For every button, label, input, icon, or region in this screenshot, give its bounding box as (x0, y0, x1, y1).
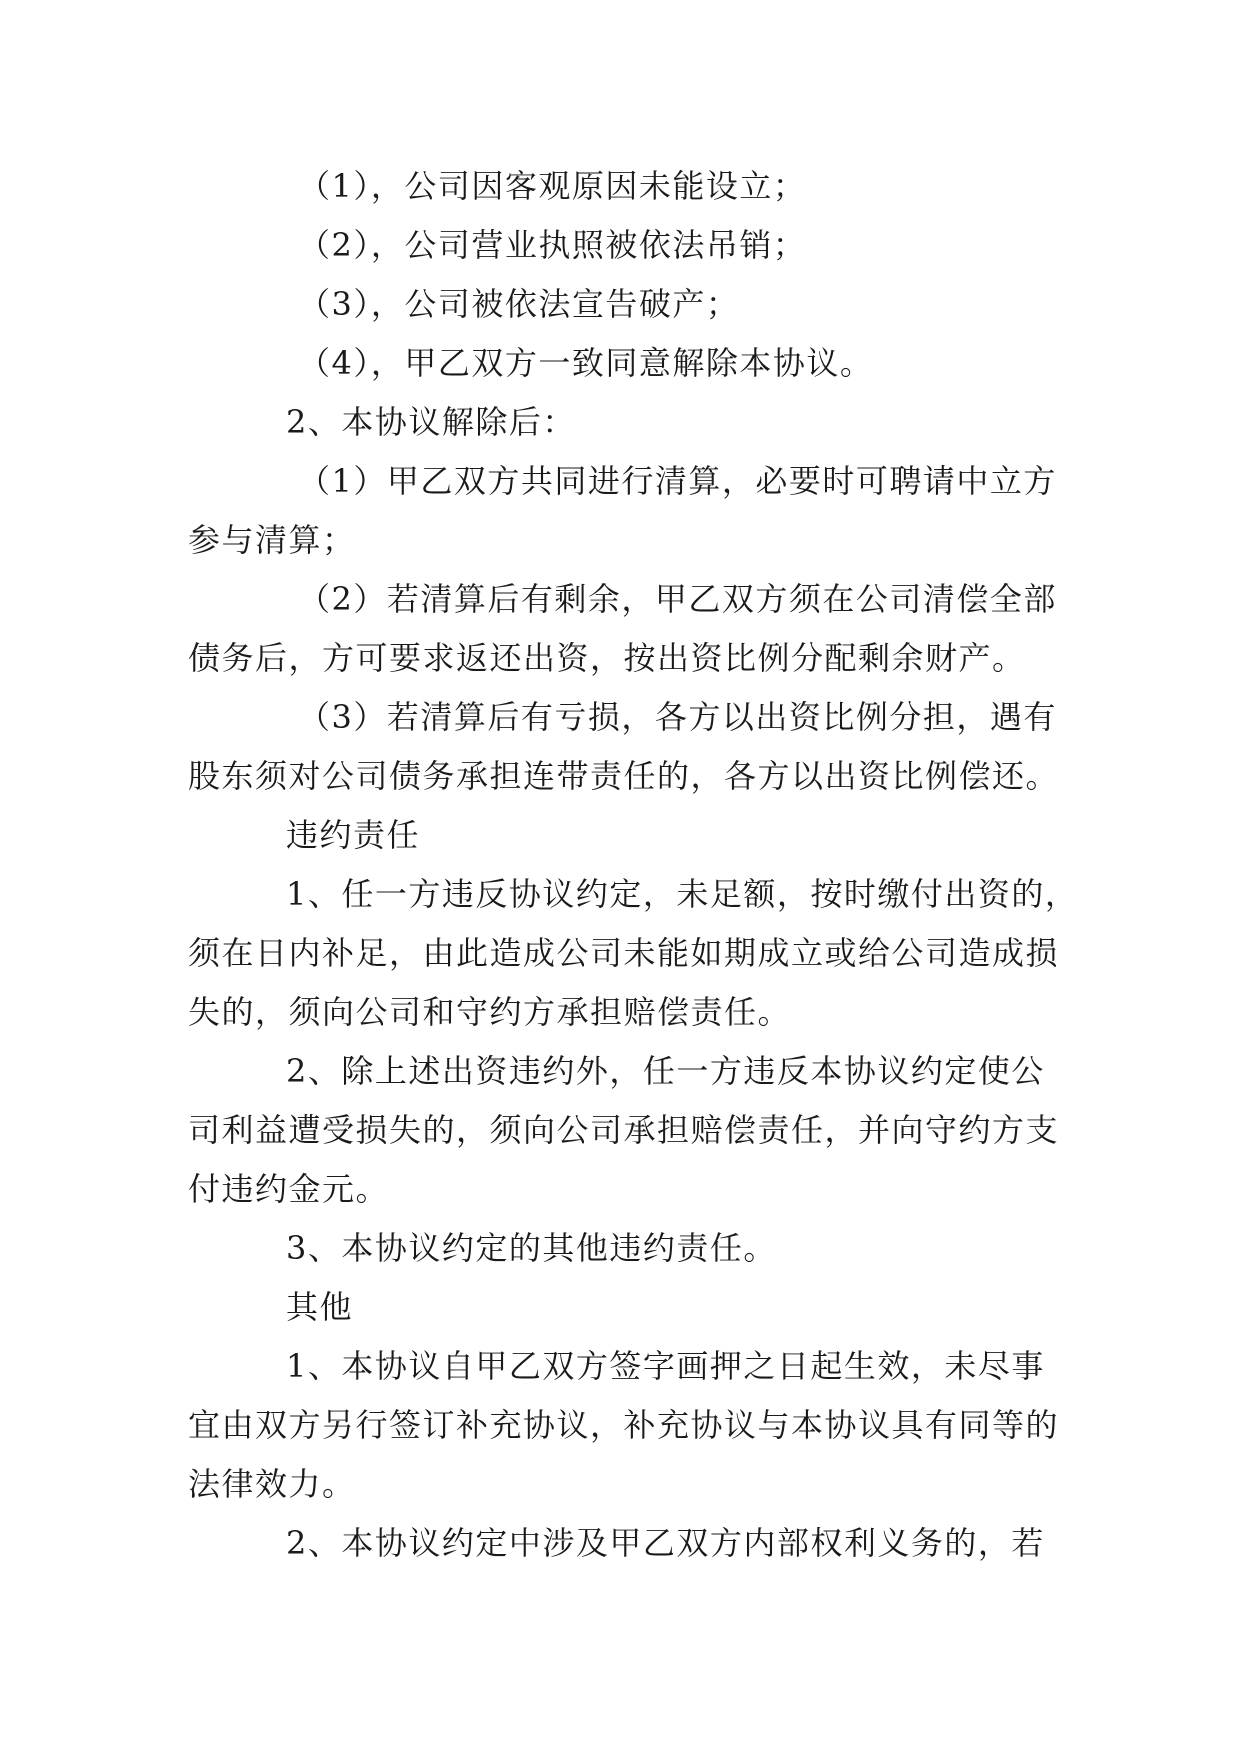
text-line: （1）甲乙双方共同进行清算，必要时可聘请中立方 (298, 462, 1057, 500)
text-line: 参与清算； (188, 521, 356, 559)
text-line: （3），公司被依法宣告破产； (298, 285, 740, 323)
text-line: 债务后，方可要求返还出资，按出资比例分配剩余财产。 (188, 639, 1026, 677)
text-line: 付违约金元。 (188, 1170, 390, 1208)
text-line: （1），公司因客观原因未能设立； (298, 167, 807, 205)
text-line: （4），甲乙双方一致同意解除本协议。 (298, 344, 874, 382)
text-line: （2），公司营业执照被依法吊销； (298, 226, 807, 264)
text-line: 失的，须向公司和守约方承担赔偿责任。 (188, 993, 792, 1031)
text-line: 法律效力。 (188, 1465, 356, 1503)
section-heading: 其他 (286, 1288, 354, 1326)
text-line: 1、本协议自甲乙双方签字画押之日起生效，未尽事 (286, 1347, 1045, 1385)
text-line: 须在日内补足，由此造成公司未能如期成立或给公司造成损 (188, 934, 1060, 972)
text-line: 2、除上述出资违约外，任一方违反本协议约定使公 (286, 1052, 1045, 1090)
text-line: 宜由双方另行签订补充协议，补充协议与本协议具有同等的 (188, 1406, 1060, 1444)
text-line: 3、本协议约定的其他违约责任。 (286, 1229, 777, 1267)
section-heading: 违约责任 (286, 816, 421, 854)
text-line: （3）若清算后有亏损，各方以出资比例分担，遇有 (298, 698, 1057, 736)
text-line: （2）若清算后有剩余，甲乙双方须在公司清偿全部 (298, 580, 1057, 618)
text-line: 1、任一方违反协议约定，未足额，按时缴付出资的， (286, 875, 1079, 913)
text-line: 司利益遭受损失的，须向公司承担赔偿责任，并向守约方支 (188, 1111, 1060, 1149)
text-line: 2、本协议解除后： (286, 403, 576, 441)
text-line: 2、本协议约定中涉及甲乙双方内部权利义务的，若 (286, 1524, 1045, 1562)
text-line: 股东须对公司债务承担连带责任的，各方以出资比例偿还。 (188, 757, 1060, 795)
document-body (188, 157, 1079, 1573)
